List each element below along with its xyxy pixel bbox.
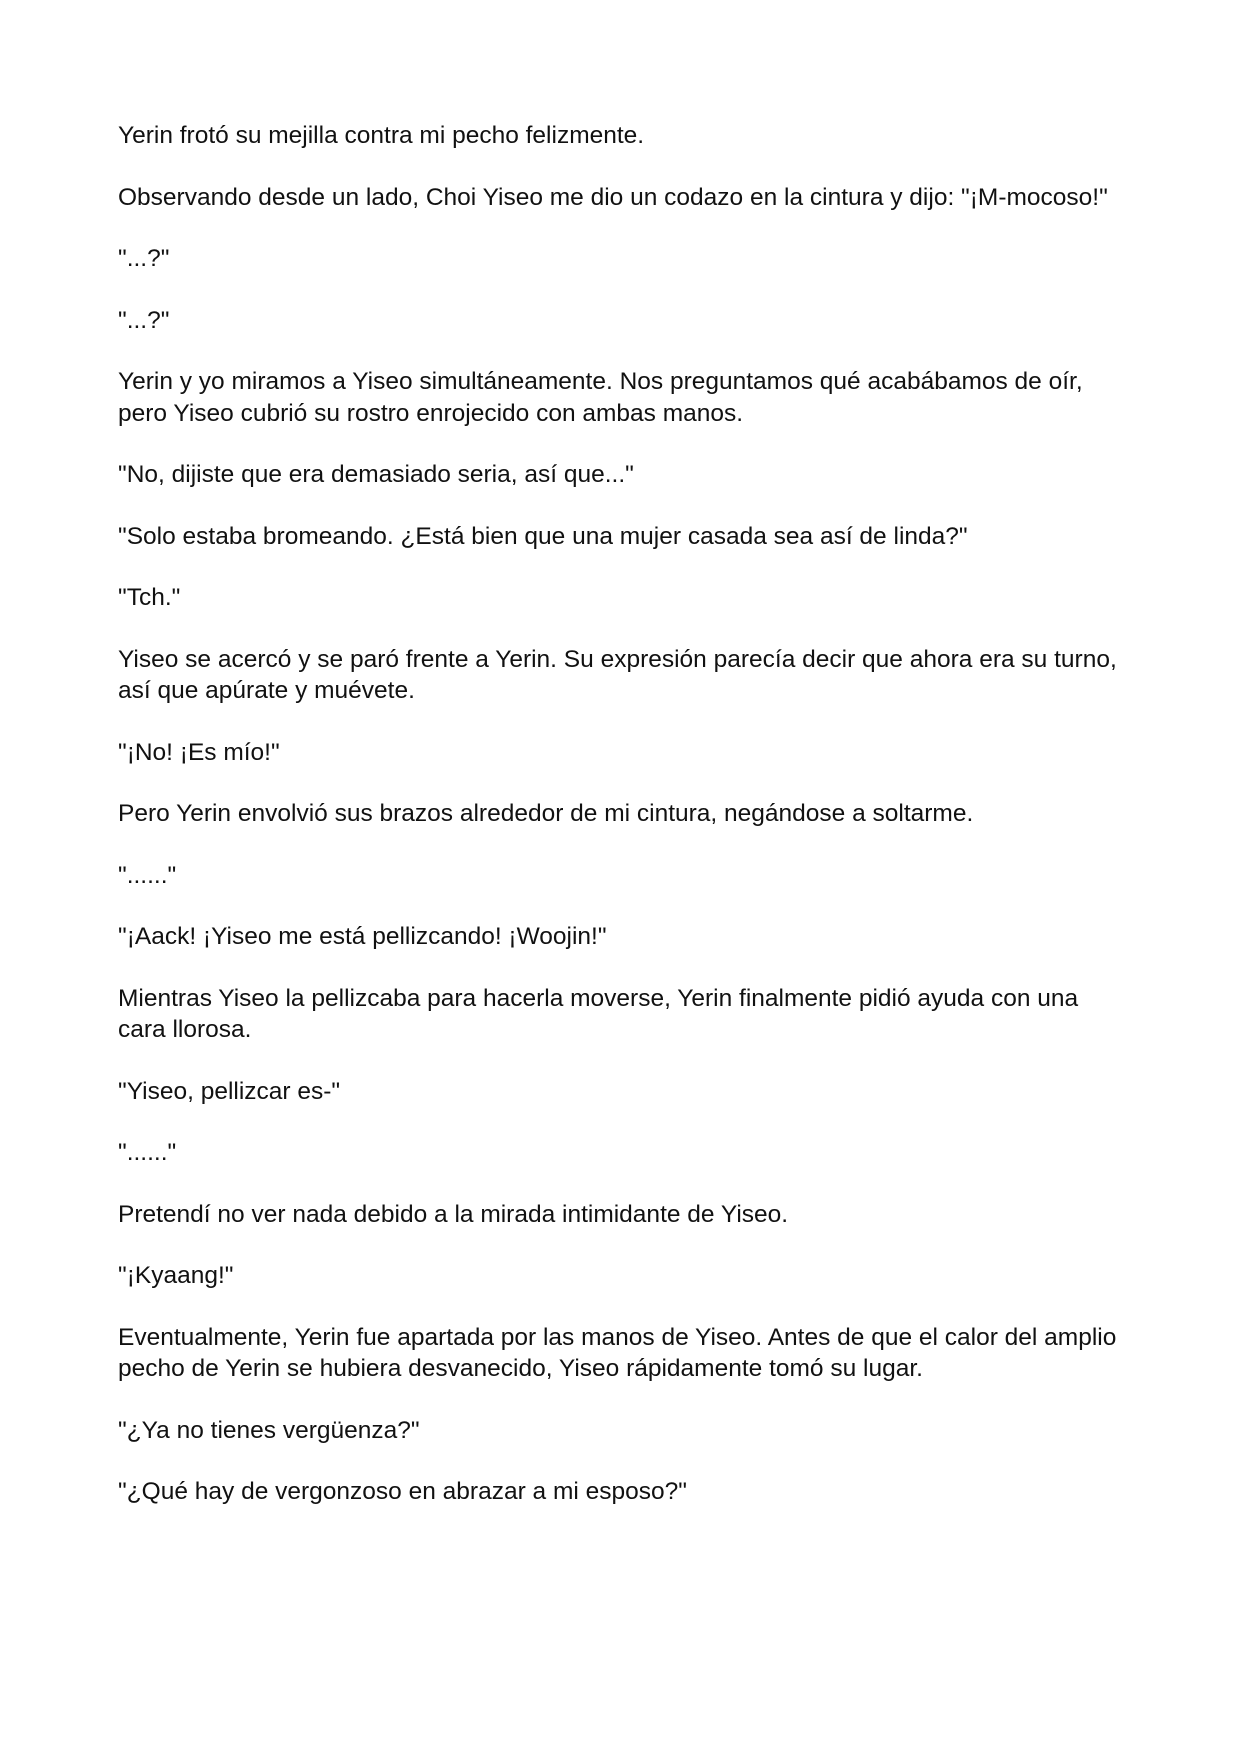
paragraph: Observando desde un lado, Choi Yiseo me dio un codazo en la cintura y dijo: "¡M-mocoso!" <box>118 183 1108 211</box>
paragraph: "¿Qué hay de vergonzoso en abrazar a mi esposo?" <box>118 1478 687 1505</box>
paragraph: Yerin frotó su mejilla contra mi pecho felizmente. <box>118 122 645 149</box>
paragraph: "¿Ya no tienes vergüenza?" <box>118 1416 420 1444</box>
paragraph: "Solo estaba bromeando. ¿Está bien que una mujer casada sea así de linda?" <box>118 522 968 550</box>
paragraph: Pretendí no ver nada debido a la mirada intimidante de Yiseo. <box>118 1200 789 1228</box>
paragraph: "......" <box>118 1139 177 1166</box>
paragraph: "...?" <box>118 245 170 272</box>
paragraph: "...?" <box>118 306 170 334</box>
paragraph: Yerin y yo miramos a Yiseo simultáneamente. Nos preguntamos qué acabábamos de oír, pero Yiseo cubrió su rostro enrojecido con ambas manos. <box>118 368 1083 427</box>
paragraph: "Tch." <box>118 584 181 611</box>
paragraph: Mientras Yiseo la pellizcaba para hacerla moverse, Yerin finalmente pidió ayuda con una cara llorosa. <box>118 984 1079 1043</box>
paragraph: "¡Kyaang!" <box>118 1262 234 1289</box>
paragraph: Yiseo se acercó y se paró frente a Yerin. Su expresión parecía decir que ahora era su turno, así que apúrate y muévete. <box>118 645 1117 704</box>
paragraph: "¡Aack! ¡Yiseo me está pellizcando! ¡Woojin!" <box>118 923 607 950</box>
paragraph: "Yiseo, pellizcar es-" <box>118 1077 341 1105</box>
paragraph: Eventualmente, Yerin fue apartada por las manos de Yiseo. Antes de que el calor del amplio pecho de Yerin se hubiera desvanecido, Yiseo rápidamente tomó su lugar. <box>118 1323 1117 1382</box>
paragraph: "¡No! ¡Es mío!" <box>118 738 280 766</box>
paragraph: "No, dijiste que era demasiado seria, así que..." <box>118 461 634 488</box>
paragraph: "......" <box>118 861 177 889</box>
document-body <box>118 120 1128 1538</box>
paragraph: Pero Yerin envolvió sus brazos alrededor de mi cintura, negándose a soltarme. <box>118 800 974 827</box>
